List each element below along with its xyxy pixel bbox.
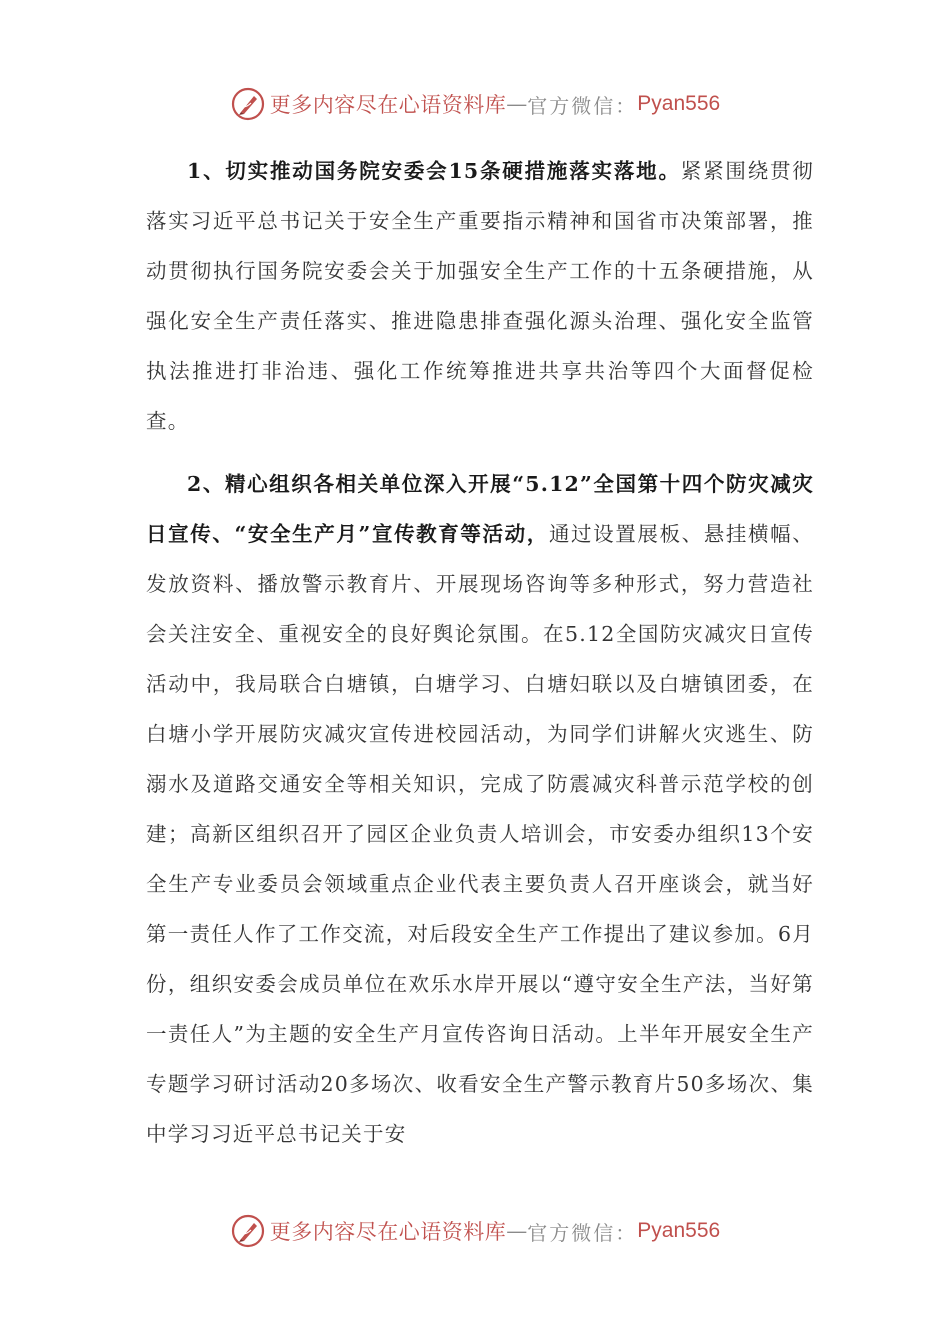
document-body: [146, 146, 814, 1159]
paragraph-2-heading: 2、精心组织各相关单位深入开展“5.12”全国第十四个防灾减灾日宣传、“安全生产月”宣传教育等活动，: [146, 472, 814, 546]
pen-nib-logo-icon: [230, 1213, 266, 1249]
header-banner: [0, 84, 950, 124]
paragraph-1-heading: 1、切实推动国务院安委会15条硬措施落实落地。: [187, 159, 681, 183]
banner-dash: —: [506, 92, 528, 116]
footer-banner: [0, 1211, 950, 1251]
paragraph-2-body: 通过设置展板、悬挂横幅、发放资料、播放警示教育片、开展现场咨询等多种形式，努力营造社会关注安全、重视安全的良好舆论氛围。在5.12全国防灾减灾日宣传活动中，我局联合白塘镇，白塘学习、白塘妇联以及白塘镇团委，在白塘小学开展防灾减灾宣传进校园活动，为同学们讲解火灾逃生、防溺水及道路交通安全等相关知识，完成了防震减灾科普示范学校的创建；高新区组织召开了园区企业负责人培训会，市安委办组织13个安全生产专业委员会领域重点企业代表主要负责人召开座谈会，就当好第一责任人作了工作交流，对后段安全生产工作提出了建议参加。6月份，组织安委会成员单位在欢乐水岸开展以“遵守安全生产法，当好第一责任人”为主题的安全生产月宣传咨询日活动。上半年开展安全生产专题学习研讨活动20多场次、收看安全生产警示教育片50多场次、集中学习习近平总书记关于安: [146, 522, 814, 1146]
banner-dash: —: [506, 1219, 528, 1243]
paragraph-1-body: 紧紧围绕贯彻落实习近平总书记关于安全生产重要指示精神和国省市决策部署，推动贯彻执行国务院安委会关于加强安全生产工作的十五条硬措施，从强化安全生产责任落实、推进隐患排查强化源头治理、强化安全监管执法推进打非治违、强化工作统筹推进共享共治等四个大面督促检查。: [146, 159, 815, 433]
paragraph-1: [146, 146, 814, 446]
wechat-label: 官方微信：: [527, 1220, 638, 1245]
paragraph-2: [146, 459, 814, 1159]
pen-nib-logo-icon: [230, 86, 266, 122]
wechat-id: Pyan556: [637, 92, 721, 115]
banner-text: 更多内容尽在心语资料库: [269, 93, 507, 117]
wechat-id: Pyan556: [637, 1219, 721, 1242]
wechat-label: 官方微信：: [527, 93, 638, 118]
banner-text: 更多内容尽在心语资料库: [269, 1220, 507, 1244]
